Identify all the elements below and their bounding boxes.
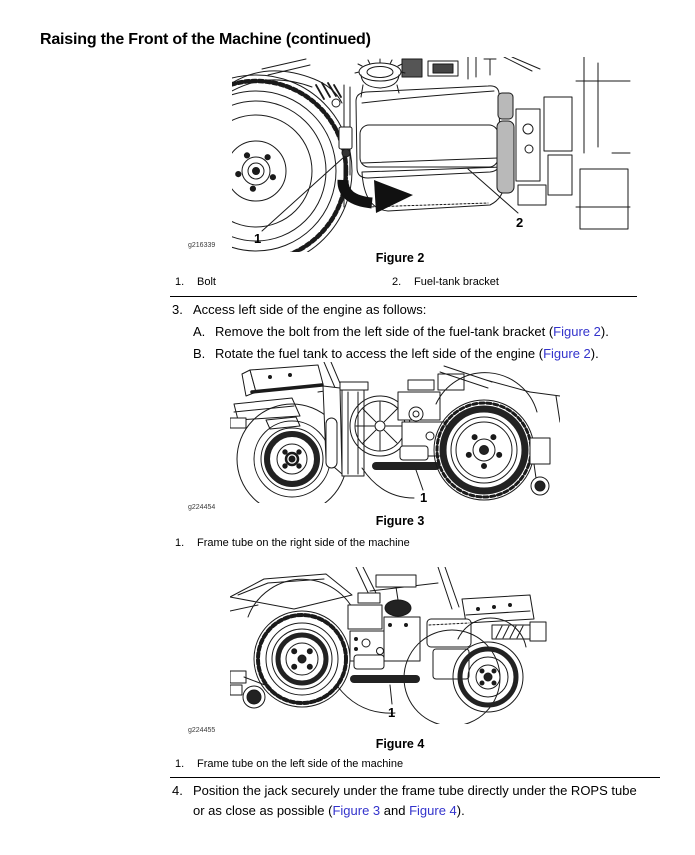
figure4-hood <box>230 574 352 611</box>
step-number: 3. <box>172 302 183 317</box>
substep-text <box>215 346 599 362</box>
legend-label: Fuel-tank bracket <box>414 276 499 288</box>
legend-number: 1. <box>175 758 185 770</box>
step-text-line1: Position the jack securely under the frame tube directly under the ROPS tube <box>193 783 637 798</box>
figure3-caption: Figure 3 <box>375 514 425 528</box>
figure4-callout <box>388 685 395 720</box>
substep-text-post: ). <box>600 324 609 339</box>
legend-label: Frame tube on the left side of the machine <box>197 758 404 770</box>
figure3-front-wheel <box>434 373 537 500</box>
figure3-callout <box>416 470 427 503</box>
figure2-graphic-id: g216339 <box>188 242 216 249</box>
step-3a <box>193 324 665 340</box>
figure2-legend-item-1 <box>175 276 216 288</box>
step-text-line2-post: ). <box>456 803 465 818</box>
step-text-line2-mid: and <box>380 803 410 818</box>
figure2-caption: Figure 2 <box>375 251 425 265</box>
figure2-link[interactable]: Figure 2 <box>553 324 601 339</box>
figure2-callout-1: 1 <box>254 231 262 246</box>
figure3-seat <box>242 365 323 396</box>
figure4-legend-item-1 <box>175 758 403 770</box>
legend-label: Bolt <box>197 276 216 288</box>
step-text <box>193 781 637 821</box>
legend-label: Frame tube on the right side of the machine <box>197 537 410 549</box>
figure4-callout-1: 1 <box>388 705 396 720</box>
figure3-body-panel <box>323 382 368 476</box>
section-divider <box>170 296 637 297</box>
substep-letter: A. <box>193 324 206 339</box>
figure3-legend-item-1 <box>175 537 410 549</box>
figure3-illustration <box>230 362 560 503</box>
figure2-link[interactable]: Figure 2 <box>543 346 591 361</box>
figure2-callout-2: 2 <box>516 215 524 230</box>
step-text: Access left side of the engine as follows: <box>193 302 427 317</box>
substep-text-post: ). <box>590 346 599 361</box>
section-divider <box>170 777 660 778</box>
figure2-right-machinery <box>544 57 630 229</box>
figure2-rotate-arrow <box>343 180 413 213</box>
legend-number: 1. <box>175 276 185 288</box>
figure4-illustration <box>230 567 560 724</box>
figure4-frame-tube <box>338 675 420 713</box>
figure3-rear-fender <box>230 398 300 429</box>
figure4-caption: Figure 4 <box>375 737 425 751</box>
legend-number: 1. <box>175 537 185 549</box>
figure2-illustration <box>232 57 632 252</box>
figure3-frame-tube <box>362 462 440 498</box>
substep-text-pre: Remove the bolt from the left side of the fuel-tank bracket ( <box>215 324 554 339</box>
figure4-graphic-id: g224455 <box>188 727 216 734</box>
figure2-right-bracket <box>497 93 546 205</box>
substep-text <box>215 324 609 340</box>
figure2-legend-item-2 <box>392 276 499 288</box>
figure3-link[interactable]: Figure 3 <box>332 803 381 818</box>
figure3-graphic-id: g224454 <box>188 504 216 511</box>
figure4-link[interactable]: Figure 4 <box>409 803 457 818</box>
step-number: 4. <box>172 783 183 798</box>
substep-letter: B. <box>193 346 206 361</box>
figure3-callout-1: 1 <box>420 490 428 503</box>
figure4-front-attachment <box>230 671 270 708</box>
step-3 <box>172 300 669 320</box>
step-4 <box>172 781 669 821</box>
substep-text-pre: Rotate the fuel tank to access the left side of the engine ( <box>215 346 544 361</box>
figure4-rear-body <box>427 595 546 679</box>
step-text-line2-pre: or as close as possible ( <box>193 803 333 818</box>
page-title: Raising the Front of the Machine (continued) <box>40 31 371 48</box>
figure3-front-parts <box>530 392 560 495</box>
legend-number: 2. <box>392 276 402 288</box>
step-3b <box>193 346 665 362</box>
